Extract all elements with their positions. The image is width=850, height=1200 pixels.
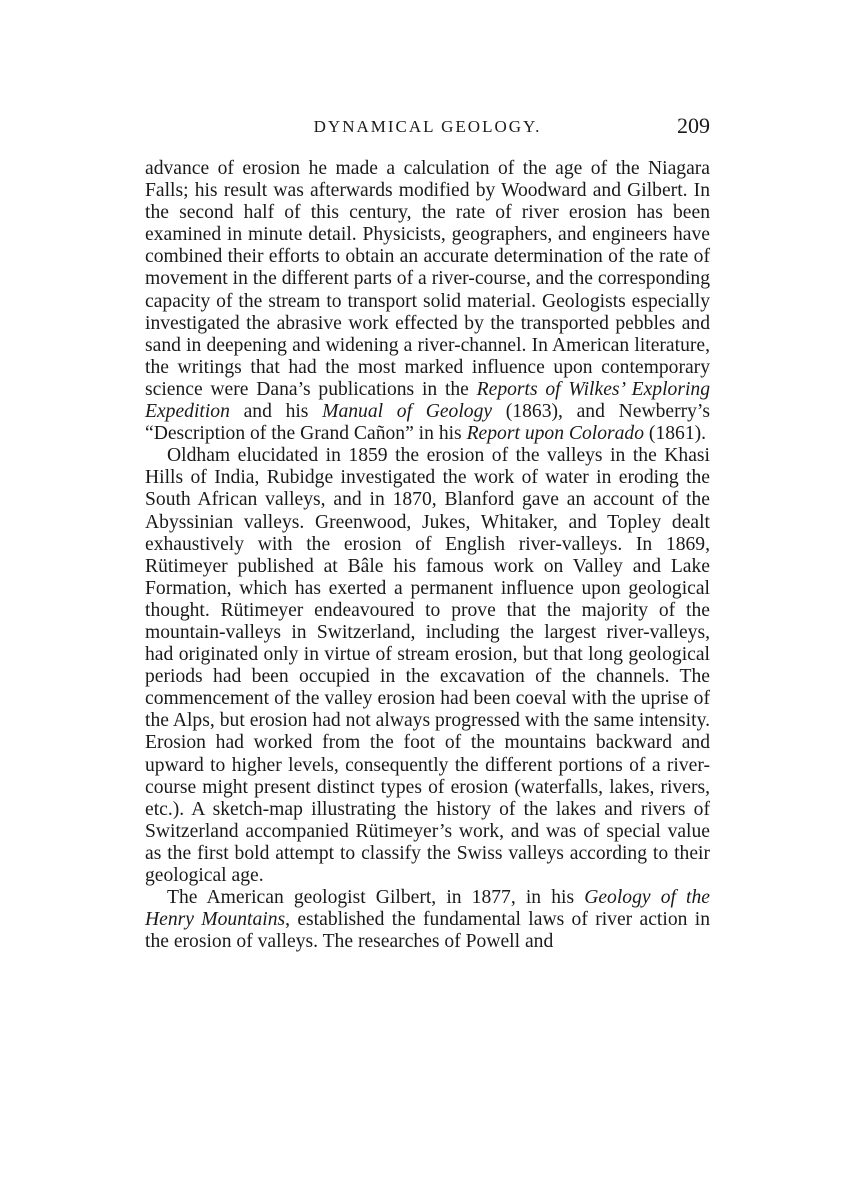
paragraph [145, 887, 710, 953]
text-run: (1861). [644, 423, 707, 445]
paragraph [145, 158, 710, 445]
body-text [145, 158, 710, 953]
paragraph [145, 445, 710, 887]
text-run: and his [229, 401, 323, 423]
italic-title: Report upon Colorado [466, 423, 645, 445]
italic-title: Geology of the Henry Mountains [145, 887, 710, 931]
italic-title: Reports of Wilkes’ Exploring Expedition [145, 378, 710, 423]
text-run: The American geologist Gilbert, in 1877, in his [167, 887, 585, 909]
running-head: DYNAMICAL GEOLOGY. [313, 117, 542, 136]
text-run: (1863), and Newberry’s “Description of the Grand Cañon” in his [145, 401, 710, 445]
text-run: Oldham elucidated in 1859 the erosion of the valleys in the Khasi Hills of India, Rubidge investigated the work of water in eroding the South African valleys, and in 1870, Blanford gave an account of the Abyssinian valleys. Greenwood, Jukes, Whitaker, and Topley dealt exhaustively with the erosion of English river-valleys. In 1869, Rütimeyer published at Bâle his famous work on Valley and Lake Formation, which has exerted a permanent influence upon geological thought. Rütimeyer endeavoured to prove that the majority of the mountain-valleys in Switzerland, including the largest river-valleys, had originated only in virtue of stream erosion, but that long geological periods had been occupied in the excavation of the channels. The commencement of the valley erosion had been coeval with the uprise of the Alps, but erosion had not always progressed with the same intensity. Erosion had worked from the foot of the mountains backward and upward to higher levels, consequently the different portions of a river-course might present distinct types of erosion (waterfalls, lakes, rivers, etc.). A sketch-map illustrating the history of the lakes and rivers of Switzerland accompanied Rütimeyer’s work, and was of special value as the first bold attempt to classify the Swiss valleys according to their geological age. [145, 445, 710, 886]
text-run: advance of erosion he made a calculation of the age of the Niagara Falls; his result was afterwards modified by Woodward and Gilbert. In the second half of this century, the rate of river erosion has been examined in minute detail. Physicists, geographers, and engineers have combined their efforts to obtain an accurate determination of the rate of movement in the different parts of a river-course, and the corresponding capacity of the stream to transport solid material. Geologists especially investigated the abrasive work effected by the transported pebbles and sand in deepening and widening a river-channel. In American literature, the writings that had the most marked influence upon contemporary science were Dana’s publications in the [145, 158, 710, 400]
page-number: 209 [677, 113, 710, 138]
italic-title: Manual of Geology [322, 401, 493, 423]
text-run: , established the fundamental laws of river action in the erosion of valleys. The researches of Powell and [145, 909, 710, 953]
page-header [145, 113, 710, 143]
